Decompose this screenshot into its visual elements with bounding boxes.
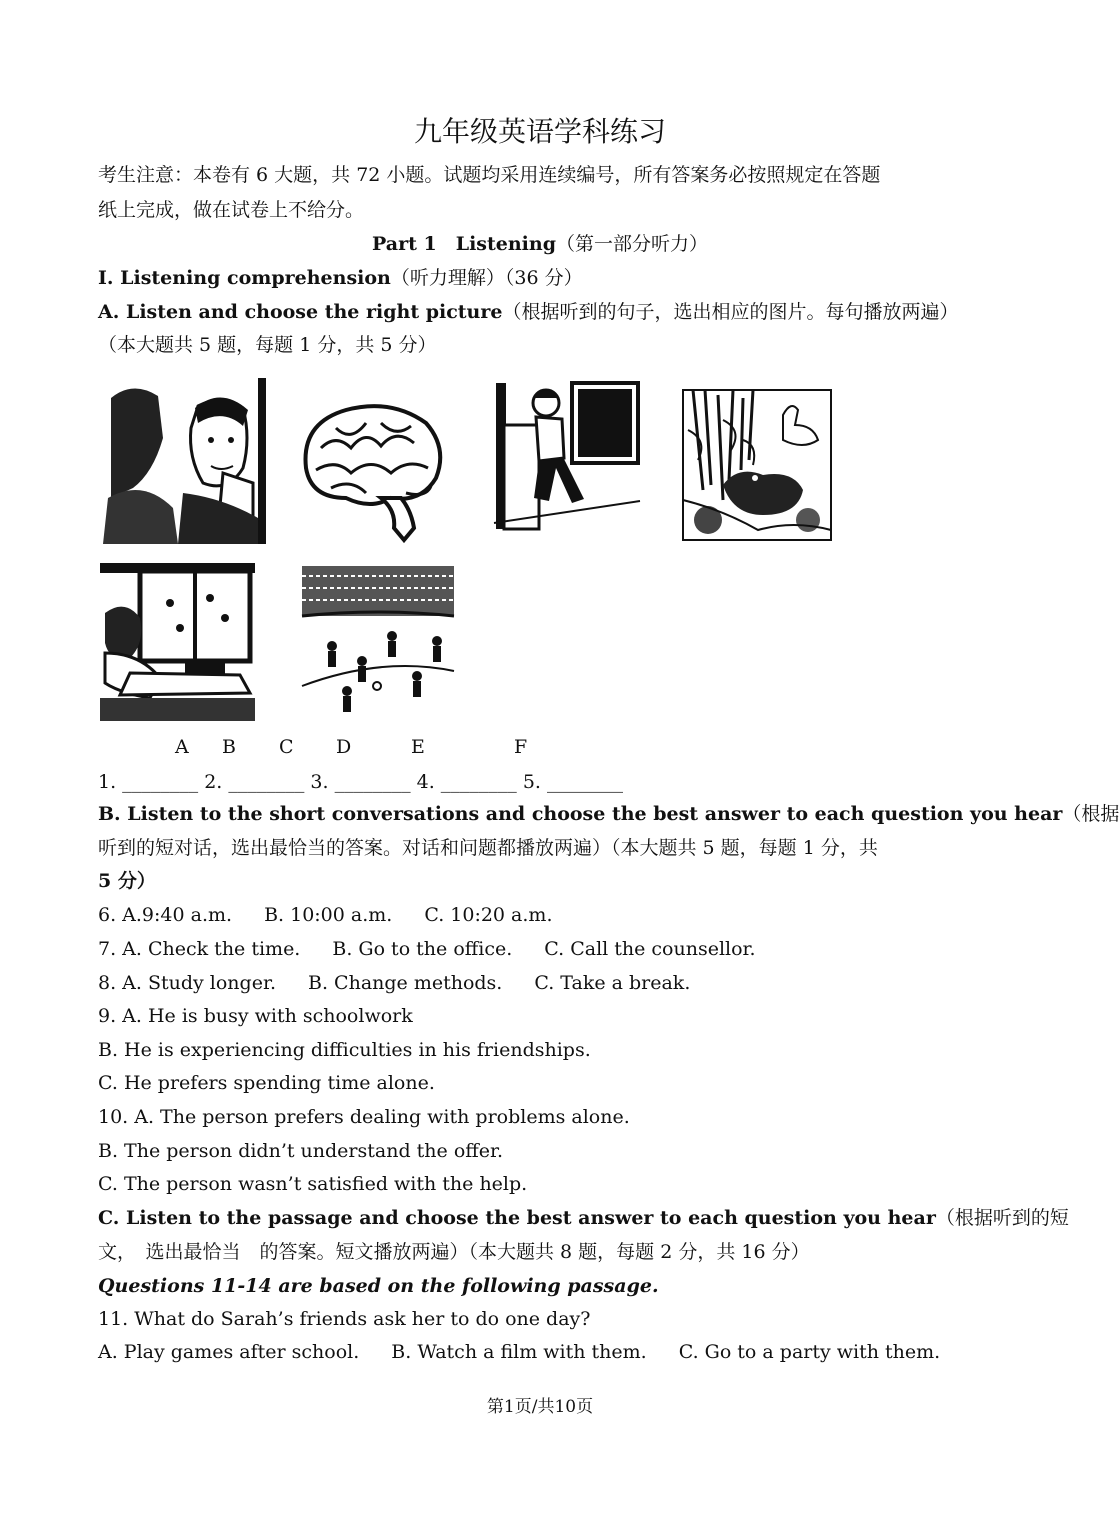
part1-heading: [0, 232, 1080, 256]
question-8: [98, 971, 690, 995]
sectionA-en: A. Listen and choose the right picture: [98, 301, 503, 323]
q10-option-c: C. The person wasn’t satisfied with the help.: [98, 1173, 528, 1195]
sectionB-line-3: 5 分）: [98, 870, 156, 892]
section1-heading: [98, 266, 583, 290]
picture-label-b: B: [222, 736, 236, 758]
sectionA-heading: [98, 300, 958, 324]
two-men-talking-icon: [103, 378, 266, 544]
q6-option-b: B. 10:00 a.m.: [264, 904, 393, 926]
page-title: 九年级英语学科练习: [413, 115, 666, 148]
sectionA-cn1: （根据听到的句子，选出相应的图片。每句播放两遍）: [502, 301, 959, 323]
question-7: [98, 937, 756, 961]
section1-cn: （听力理解）（36 分）: [390, 267, 583, 289]
section1-en: I. Listening comprehension: [98, 267, 391, 289]
sectionB-heading: [98, 802, 1119, 826]
q9-option-a: 9. A. He is busy with schoolwork: [98, 1005, 413, 1027]
boy-studying-at-window-icon: [100, 563, 255, 721]
q7-option-c: C. Call the counsellor.: [544, 938, 756, 960]
q6-option-a: 6. A.9:40 a.m.: [98, 904, 233, 926]
q9-option-c: C. He prefers spending time alone.: [98, 1072, 435, 1094]
picture-f: [302, 566, 454, 720]
q8-option-b: B. Change methods.: [308, 972, 503, 994]
picture-e: [100, 563, 255, 721]
sectionC-en: C. Listen to the passage and choose the best answer to each question you hear: [98, 1207, 936, 1229]
q6-option-c: C. 10:20 a.m.: [424, 904, 553, 926]
notice-line-1: 考生注意：本卷有 6 大题，共 72 小题。试题均采用连续编号，所有答案务必按照规定在答题: [98, 164, 881, 186]
q10-option-a: 10. A. The person prefers dealing with problems alone.: [98, 1106, 630, 1128]
page-footer: 第1页/共10页: [486, 1397, 594, 1417]
sectionC-cn: （根据听到的短: [935, 1207, 1069, 1229]
picture-label-a: A: [175, 736, 189, 758]
sectionA-cn2: （本大题共 5 题，每题 1 分，共 5 分）: [98, 334, 437, 356]
picture-label-e: E: [411, 736, 425, 758]
q11-option-c: C. Go to a party with them.: [678, 1341, 941, 1363]
sectionB-cn: （根据: [1062, 803, 1119, 825]
q11-option-b: B. Watch a film with them.: [391, 1341, 647, 1363]
picture-c: [494, 383, 640, 529]
sectionB-line-2: 听到的短对话，选出最恰当的答案。对话和问题都播放两遍）（本大题共 5 题，每题 1 分，共: [98, 837, 878, 859]
teacher-at-blackboard-icon: [494, 383, 640, 529]
picture-label-c: C: [279, 736, 294, 758]
picture-label-f: F: [514, 736, 528, 758]
sectionC-heading: [98, 1206, 1069, 1230]
q7-option-b: B. Go to the office.: [332, 938, 513, 960]
q9-option-b: B. He is experiencing difficulties in his friendships.: [98, 1039, 591, 1061]
question-11-stem: 11. What do Sarah’s friends ask her to do one day?: [98, 1308, 591, 1330]
sectionB-en: B. Listen to the short conversations and choose the best answer to each question you hear: [98, 803, 1063, 825]
sectionC-line-2: 文， 选出最恰当 的答案。短文播放两遍）（本大题共 8 题，每题 2 分，共 16 分）: [98, 1241, 810, 1263]
question-11-options: [98, 1340, 940, 1364]
sectionC-note: Questions 11-14 are based on the following passage.: [98, 1275, 659, 1297]
answer-blanks: 1. ________ 2. ________ 3. ________ 4. ________ 5. ________: [98, 771, 623, 793]
picture-label-d: D: [336, 736, 352, 758]
picture-a: [103, 378, 266, 544]
duck-in-reeds-icon: [683, 390, 831, 540]
football-match-icon: [302, 566, 454, 720]
q7-option-a: 7. A. Check the time.: [98, 938, 301, 960]
q8-option-a: 8. A. Study longer.: [98, 972, 276, 994]
picture-b: [296, 398, 446, 542]
part1-en: Part 1 Listening: [372, 233, 556, 255]
part1-cn: （第一部分听力）: [555, 233, 708, 255]
brain-icon: [296, 398, 446, 542]
question-6: [98, 903, 553, 927]
picture-d: [683, 390, 831, 540]
notice-line-2: 纸上完成，做在试卷上不给分。: [98, 199, 365, 221]
q8-option-c: C. Take a break.: [534, 972, 691, 994]
q11-option-a: A. Play games after school.: [98, 1341, 360, 1363]
q10-option-b: B. The person didn’t understand the offer.: [98, 1140, 504, 1162]
